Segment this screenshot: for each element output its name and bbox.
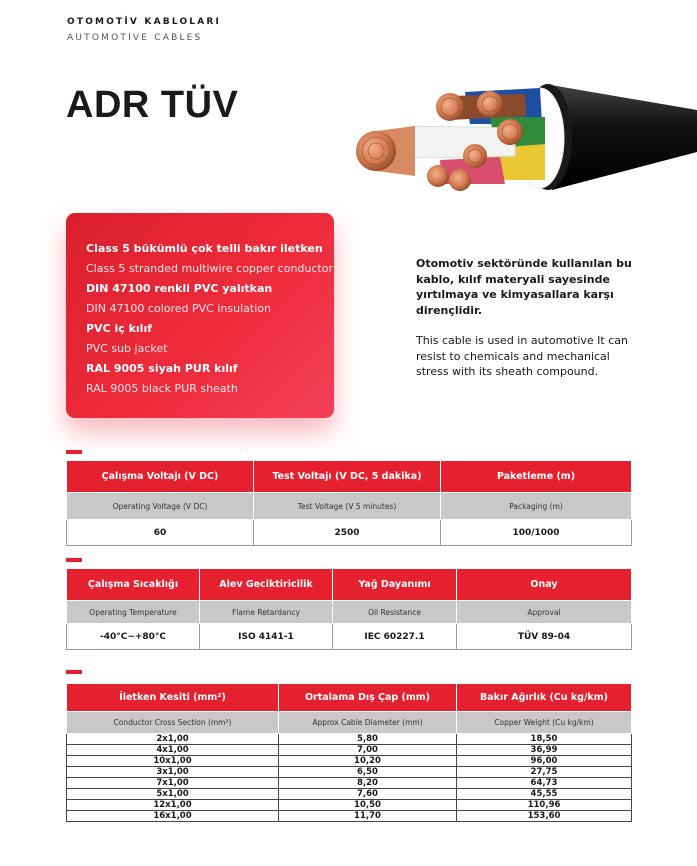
spec-4-en: RAL 9005 black PUR sheath — [86, 382, 238, 395]
spec-1-tr: Class 5 bükümlü çok telli bakır iletken — [86, 242, 323, 255]
header-cell: Ortalama Dış Çap (mm) — [279, 684, 457, 712]
value-cell: 60 — [67, 520, 254, 546]
description-en: This cable is used in automotive It can resist to chemicals and mechanical stress with its sheath compound. — [416, 334, 628, 378]
subheader-cell: Approval — [457, 601, 632, 624]
cross-section-cell: 5x1,00 — [67, 789, 279, 800]
cross-section-cell: 3x1,00 — [67, 767, 279, 778]
value-cell: ISO 4141-1 — [200, 624, 333, 650]
value-cell: IEC 60227.1 — [333, 624, 457, 650]
copper-weight-cell: 45,55 — [457, 789, 632, 800]
subheader-cell: Test Voltage (V 5 minutes) — [254, 493, 441, 520]
copper-weight-cell: 96,00 — [457, 756, 632, 767]
subheader-cell: Operating Temperature — [67, 601, 200, 624]
table-row — [67, 778, 632, 789]
spec-1-en: Class 5 stranded multiwire copper conductor — [86, 262, 333, 275]
spec-2-en: DIN 47100 colored PVC insulation — [86, 302, 271, 315]
diameter-cell: 8,20 — [279, 778, 457, 789]
cross-section-cell: 2x1,00 — [67, 734, 279, 745]
dimensions-table — [66, 683, 632, 822]
spec-3-en: PVC sub jacket — [86, 342, 168, 355]
cross-section-cell: 4x1,00 — [67, 745, 279, 756]
cable-illustration — [340, 72, 697, 212]
cross-section-cell: 10x1,00 — [67, 756, 279, 767]
copper-weight-cell: 64,73 — [457, 778, 632, 789]
copper-weight-cell: 18,50 — [457, 734, 632, 745]
table-row — [67, 756, 632, 767]
copper-weight-cell: 27,75 — [457, 767, 632, 778]
diameter-cell: 7,60 — [279, 789, 457, 800]
category-title-tr: OTOMOTİV KABLOLARI — [67, 17, 222, 27]
spec-4-tr: RAL 9005 siyah PUR kılıf — [86, 362, 238, 375]
copper-weight-cell: 36,99 — [457, 745, 632, 756]
spec-2-tr: DIN 47100 renkli PVC yalıtkan — [86, 282, 273, 295]
header-cell: Onay — [457, 569, 632, 601]
copper-weight-cell: 153,60 — [457, 811, 632, 822]
section-marker-3 — [66, 670, 82, 674]
diameter-cell: 10,50 — [279, 800, 457, 811]
table-row — [67, 800, 632, 811]
header-cell: Çalışma Voltajı (V DC) — [67, 461, 254, 493]
diameter-cell: 10,20 — [279, 756, 457, 767]
product-title: ADR TÜV — [66, 84, 239, 126]
table-row — [67, 734, 632, 745]
table-row — [67, 789, 632, 800]
value-cell: 2500 — [254, 520, 441, 546]
cross-section-cell: 7x1,00 — [67, 778, 279, 789]
spec-card — [66, 213, 334, 418]
header-cell: Test Voltajı (V DC, 5 dakika) — [254, 461, 441, 493]
subheader-cell: Approx Cable Diameter (mm) — [279, 712, 457, 734]
section-marker-1 — [66, 450, 82, 454]
table-row — [67, 811, 632, 822]
subheader-cell: Operating Voltage (V DC) — [67, 493, 254, 520]
subheader-cell: Flame Retardancy — [200, 601, 333, 624]
section-marker-2 — [66, 558, 82, 562]
description-tr: Otomotiv sektöründe kullanılan bu kablo, kılıf materyali sayesinde yırtılmaya ve kimyasallara karşı dirençlidir. — [416, 257, 632, 317]
value-cell: -40°C~+80°C — [67, 624, 200, 650]
cross-section-cell: 16x1,00 — [67, 811, 279, 822]
table-row — [67, 767, 632, 778]
header-cell: Çalışma Sıcaklığı — [67, 569, 200, 601]
spec-3-tr: PVC iç kılıf — [86, 322, 153, 335]
diameter-cell: 11,70 — [279, 811, 457, 822]
table-row — [67, 745, 632, 756]
category-title-en: AUTOMOTIVE CABLES — [67, 33, 203, 43]
subheader-cell: Copper Weight (Cu kg/km) — [457, 712, 632, 734]
cross-section-cell: 12x1,00 — [67, 800, 279, 811]
diameter-cell: 5,80 — [279, 734, 457, 745]
value-cell: TÜV 89-04 — [457, 624, 632, 650]
subheader-cell: Conductor Cross Section (mm²) — [67, 712, 279, 734]
header-cell: Paketleme (m) — [441, 461, 632, 493]
value-cell: 100/1000 — [441, 520, 632, 546]
diameter-cell: 6,50 — [279, 767, 457, 778]
header-cell: Alev Geciktiricilik — [200, 569, 333, 601]
subheader-cell: Oil Resistance — [333, 601, 457, 624]
header-cell: İletken Kesiti (mm²) — [67, 684, 279, 712]
header-cell: Yağ Dayanımı — [333, 569, 457, 601]
electrical-table — [66, 460, 632, 546]
copper-weight-cell: 110,96 — [457, 800, 632, 811]
properties-table — [66, 568, 632, 650]
diameter-cell: 7,00 — [279, 745, 457, 756]
subheader-cell: Packaging (m) — [441, 493, 632, 520]
header-cell: Bakır Ağırlık (Cu kg/km) — [457, 684, 632, 712]
